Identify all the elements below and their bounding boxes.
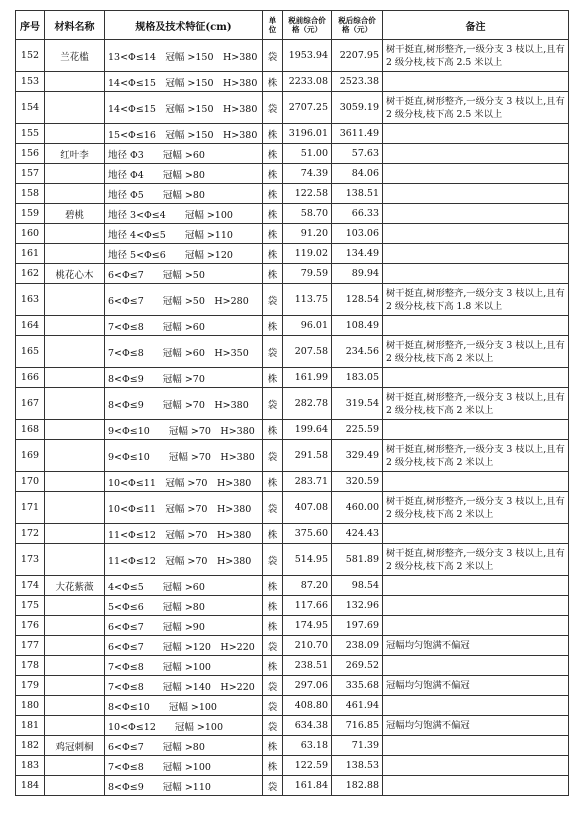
cell-pre-tax-price: 375.60 (283, 524, 332, 544)
cell-unit: 株 (263, 368, 283, 388)
cell-remark (383, 576, 569, 596)
cell-post-tax-price: 138.51 (332, 184, 383, 204)
cell-material-name (45, 388, 105, 420)
cell-pre-tax-price: 87.20 (283, 576, 332, 596)
cell-remark (383, 164, 569, 184)
cell-remark (383, 656, 569, 676)
cell-spec: 8<Φ≤9 冠幅 >110 (105, 776, 263, 796)
cell-spec: 13<Φ≤14 冠幅 >150 H>380 (105, 40, 263, 72)
cell-post-tax-price: 66.33 (332, 204, 383, 224)
cell-pre-tax-price: 199.64 (283, 420, 332, 440)
cell-post-tax-price: 581.89 (332, 544, 383, 576)
cell-spec: 9<Φ≤10 冠幅 >70 H>380 (105, 420, 263, 440)
cell-unit: 袋 (263, 388, 283, 420)
cell-remark: 树干挺直,树形整齐,一级分支 3 枝以上,且有 2 级分枝,枝下高 1.8 米以上 (383, 284, 569, 316)
cell-post-tax-price: 84.06 (332, 164, 383, 184)
cell-post-tax-price: 182.88 (332, 776, 383, 796)
cell-spec: 14<Φ≤15 冠幅 >150 H>380 (105, 92, 263, 124)
cell-remark: 冠幅均匀饱满不偏冠 (383, 636, 569, 656)
cell-post-tax-price: 716.85 (332, 716, 383, 736)
cell-remark (383, 524, 569, 544)
header-spec: 规格及技术特征(cm) (105, 11, 263, 40)
cell-pre-tax-price: 51.00 (283, 144, 332, 164)
cell-spec: 6<Φ≤7 冠幅 >80 (105, 736, 263, 756)
cell-post-tax-price: 57.63 (332, 144, 383, 164)
cell-spec: 7<Φ≤8 冠幅 >60 H>350 (105, 336, 263, 368)
table-row (16, 776, 569, 796)
table-row (16, 756, 569, 776)
cell-material-name (45, 596, 105, 616)
cell-unit: 袋 (263, 676, 283, 696)
cell-pre-tax-price: 79.59 (283, 264, 332, 284)
cell-post-tax-price: 3059.19 (332, 92, 383, 124)
cell-post-tax-price: 225.59 (332, 420, 383, 440)
table-body (16, 40, 569, 796)
cell-remark (383, 596, 569, 616)
cell-spec: 6<Φ≤7 冠幅 >120 H>220 (105, 636, 263, 656)
cell-remark (383, 144, 569, 164)
cell-spec: 15<Φ≤16 冠幅 >150 H>380 (105, 124, 263, 144)
cell-spec: 8<Φ≤10 冠幅 >100 (105, 696, 263, 716)
cell-material-name: 兰花槛 (45, 40, 105, 72)
header-pre-tax: 税前综合价格（元） (283, 11, 332, 40)
cell-remark: 冠幅均匀饱满不偏冠 (383, 716, 569, 736)
cell-unit: 株 (263, 124, 283, 144)
cell-post-tax-price: 132.96 (332, 596, 383, 616)
cell-pre-tax-price: 297.06 (283, 676, 332, 696)
cell-remark (383, 368, 569, 388)
cell-material-name (45, 336, 105, 368)
cell-post-tax-price: 183.05 (332, 368, 383, 388)
cell-pre-tax-price: 282.78 (283, 388, 332, 420)
table-row (16, 224, 569, 244)
cell-remark: 树干挺直,树形整齐,一级分支 3 枝以上,且有 2 级分枝,枝下高 2 米以上 (383, 544, 569, 576)
cell-pre-tax-price: 407.08 (283, 492, 332, 524)
cell-material-name (45, 492, 105, 524)
cell-material-name (45, 164, 105, 184)
cell-no: 182 (16, 736, 45, 756)
cell-no: 163 (16, 284, 45, 316)
cell-material-name (45, 420, 105, 440)
table-row (16, 492, 569, 524)
cell-pre-tax-price: 238.51 (283, 656, 332, 676)
cell-material-name (45, 224, 105, 244)
table-row (16, 656, 569, 676)
cell-remark (383, 264, 569, 284)
cell-unit: 株 (263, 616, 283, 636)
cell-remark: 树干挺直,树形整齐,一级分支 3 枝以上,且有 2 级分枝,枝下高 2 米以上 (383, 440, 569, 472)
cell-pre-tax-price: 210.70 (283, 636, 332, 656)
cell-unit: 株 (263, 596, 283, 616)
cell-material-name (45, 696, 105, 716)
cell-remark (383, 472, 569, 492)
cell-no: 177 (16, 636, 45, 656)
cell-no: 173 (16, 544, 45, 576)
cell-spec: 地径 4<Φ≤5 冠幅 >110 (105, 224, 263, 244)
table-row (16, 204, 569, 224)
cell-material-name (45, 316, 105, 336)
cell-unit: 袋 (263, 492, 283, 524)
table-row (16, 388, 569, 420)
cell-material-name (45, 544, 105, 576)
cell-material-name (45, 524, 105, 544)
cell-post-tax-price: 335.68 (332, 676, 383, 696)
cell-no: 152 (16, 40, 45, 72)
cell-pre-tax-price: 161.84 (283, 776, 332, 796)
cell-remark: 树干挺直,树形整齐,一级分支 3 枝以上,且有 2 级分枝,枝下高 2 米以上 (383, 336, 569, 368)
cell-unit: 株 (263, 472, 283, 492)
cell-material-name: 鸡冠刺桐 (45, 736, 105, 756)
cell-remark (383, 184, 569, 204)
table-row (16, 440, 569, 472)
table-row (16, 716, 569, 736)
cell-material-name (45, 244, 105, 264)
cell-material-name (45, 776, 105, 796)
table-row (16, 736, 569, 756)
cell-spec: 6<Φ≤7 冠幅 >90 (105, 616, 263, 636)
cell-no: 169 (16, 440, 45, 472)
cell-post-tax-price: 320.59 (332, 472, 383, 492)
header-unit: 单位 (263, 11, 283, 40)
cell-spec: 7<Φ≤8 冠幅 >100 (105, 656, 263, 676)
table-row (16, 596, 569, 616)
cell-material-name (45, 440, 105, 472)
cell-post-tax-price: 2207.95 (332, 40, 383, 72)
cell-pre-tax-price: 2233.08 (283, 72, 332, 92)
cell-material-name: 红叶李 (45, 144, 105, 164)
header-name: 材料名称 (45, 11, 105, 40)
table-row (16, 472, 569, 492)
table-row (16, 40, 569, 72)
table-row (16, 368, 569, 388)
cell-pre-tax-price: 408.80 (283, 696, 332, 716)
cell-no: 175 (16, 596, 45, 616)
cell-unit: 株 (263, 420, 283, 440)
cell-no: 183 (16, 756, 45, 776)
cell-remark: 冠幅均匀饱满不偏冠 (383, 676, 569, 696)
cell-spec: 8<Φ≤9 冠幅 >70 (105, 368, 263, 388)
cell-material-name (45, 716, 105, 736)
cell-material-name (45, 72, 105, 92)
cell-pre-tax-price: 1953.94 (283, 40, 332, 72)
header-no: 序号 (16, 11, 45, 40)
cell-remark (383, 224, 569, 244)
cell-material-name (45, 756, 105, 776)
cell-spec: 地径 Φ5 冠幅 >80 (105, 184, 263, 204)
cell-no: 160 (16, 224, 45, 244)
cell-post-tax-price: 461.94 (332, 696, 383, 716)
cell-post-tax-price: 329.49 (332, 440, 383, 472)
table-row (16, 284, 569, 316)
cell-post-tax-price: 103.06 (332, 224, 383, 244)
cell-pre-tax-price: 2707.25 (283, 92, 332, 124)
table-row (16, 676, 569, 696)
cell-remark: 树干挺直,树形整齐,一级分支 3 枝以上,且有 2 级分枝,枝下高 2.5 米以上 (383, 92, 569, 124)
cell-post-tax-price: 134.49 (332, 244, 383, 264)
cell-unit: 袋 (263, 440, 283, 472)
cell-material-name (45, 284, 105, 316)
cell-material-name (45, 636, 105, 656)
cell-no: 181 (16, 716, 45, 736)
table-row (16, 420, 569, 440)
cell-unit: 株 (263, 224, 283, 244)
cell-unit: 袋 (263, 284, 283, 316)
cell-pre-tax-price: 174.95 (283, 616, 332, 636)
table-row (16, 524, 569, 544)
cell-spec: 地径 Φ4 冠幅 >80 (105, 164, 263, 184)
table-row (16, 144, 569, 164)
cell-no: 158 (16, 184, 45, 204)
cell-material-name (45, 124, 105, 144)
cell-spec: 9<Φ≤10 冠幅 >70 H>380 (105, 440, 263, 472)
cell-spec: 11<Φ≤12 冠幅 >70 H>380 (105, 544, 263, 576)
cell-no: 153 (16, 72, 45, 92)
cell-pre-tax-price: 58.70 (283, 204, 332, 224)
cell-spec: 地径 Φ3 冠幅 >60 (105, 144, 263, 164)
cell-unit: 袋 (263, 544, 283, 576)
cell-material-name (45, 656, 105, 676)
cell-unit: 株 (263, 144, 283, 164)
table-row (16, 184, 569, 204)
cell-pre-tax-price: 3196.01 (283, 124, 332, 144)
cell-post-tax-price: 108.49 (332, 316, 383, 336)
cell-spec: 4<Φ≤5 冠幅 >60 (105, 576, 263, 596)
cell-material-name: 大花紫薇 (45, 576, 105, 596)
cell-spec: 10<Φ≤12 冠幅 >100 (105, 716, 263, 736)
cell-material-name (45, 184, 105, 204)
cell-remark (383, 776, 569, 796)
cell-remark (383, 316, 569, 336)
cell-spec: 7<Φ≤8 冠幅 >140 H>220 (105, 676, 263, 696)
cell-unit: 株 (263, 656, 283, 676)
cell-spec: 14<Φ≤15 冠幅 >150 H>380 (105, 72, 263, 92)
cell-unit: 株 (263, 184, 283, 204)
table-row (16, 244, 569, 264)
cell-post-tax-price: 3611.49 (332, 124, 383, 144)
cell-unit: 袋 (263, 636, 283, 656)
cell-pre-tax-price: 514.95 (283, 544, 332, 576)
cell-unit: 株 (263, 204, 283, 224)
table-row (16, 576, 569, 596)
cell-spec: 5<Φ≤6 冠幅 >80 (105, 596, 263, 616)
cell-spec: 7<Φ≤8 冠幅 >100 (105, 756, 263, 776)
cell-no: 165 (16, 336, 45, 368)
cell-material-name (45, 676, 105, 696)
header-row (16, 11, 569, 40)
cell-no: 157 (16, 164, 45, 184)
cell-pre-tax-price: 113.75 (283, 284, 332, 316)
cell-pre-tax-price: 207.58 (283, 336, 332, 368)
cell-material-name (45, 616, 105, 636)
table-row (16, 264, 569, 284)
cell-spec: 10<Φ≤11 冠幅 >70 H>380 (105, 472, 263, 492)
cell-no: 162 (16, 264, 45, 284)
cell-no: 179 (16, 676, 45, 696)
table-row (16, 316, 569, 336)
cell-no: 176 (16, 616, 45, 636)
table-row (16, 92, 569, 124)
cell-pre-tax-price: 63.18 (283, 736, 332, 756)
cell-unit: 袋 (263, 696, 283, 716)
cell-post-tax-price: 89.94 (332, 264, 383, 284)
cell-no: 156 (16, 144, 45, 164)
cell-pre-tax-price: 634.38 (283, 716, 332, 736)
cell-no: 180 (16, 696, 45, 716)
cell-pre-tax-price: 74.39 (283, 164, 332, 184)
cell-post-tax-price: 269.52 (332, 656, 383, 676)
cell-unit: 株 (263, 736, 283, 756)
cell-post-tax-price: 71.39 (332, 736, 383, 756)
cell-pre-tax-price: 119.02 (283, 244, 332, 264)
cell-spec: 10<Φ≤11 冠幅 >70 H>380 (105, 492, 263, 524)
cell-unit: 株 (263, 244, 283, 264)
table-row (16, 336, 569, 368)
cell-unit: 袋 (263, 92, 283, 124)
cell-unit: 株 (263, 756, 283, 776)
table-row (16, 616, 569, 636)
cell-remark (383, 244, 569, 264)
cell-spec: 7<Φ≤8 冠幅 >60 (105, 316, 263, 336)
cell-post-tax-price: 238.09 (332, 636, 383, 656)
cell-post-tax-price: 197.69 (332, 616, 383, 636)
cell-post-tax-price: 128.54 (332, 284, 383, 316)
cell-spec: 8<Φ≤9 冠幅 >70 H>380 (105, 388, 263, 420)
cell-spec: 11<Φ≤12 冠幅 >70 H>380 (105, 524, 263, 544)
cell-material-name: 桃花心木 (45, 264, 105, 284)
cell-no: 184 (16, 776, 45, 796)
table-row (16, 72, 569, 92)
cell-post-tax-price: 319.54 (332, 388, 383, 420)
cell-no: 168 (16, 420, 45, 440)
cell-unit: 株 (263, 164, 283, 184)
cell-material-name (45, 368, 105, 388)
cell-pre-tax-price: 122.58 (283, 184, 332, 204)
cell-remark (383, 204, 569, 224)
cell-unit: 株 (263, 316, 283, 336)
cell-pre-tax-price: 117.66 (283, 596, 332, 616)
price-table (15, 10, 569, 796)
cell-material-name (45, 472, 105, 492)
cell-unit: 株 (263, 524, 283, 544)
cell-no: 166 (16, 368, 45, 388)
cell-spec: 6<Φ≤7 冠幅 >50 (105, 264, 263, 284)
cell-remark: 树干挺直,树形整齐,一级分支 3 枝以上,且有 2 级分枝,枝下高 2 米以上 (383, 492, 569, 524)
cell-spec: 地径 5<Φ≤6 冠幅 >120 (105, 244, 263, 264)
cell-unit: 株 (263, 576, 283, 596)
cell-remark (383, 616, 569, 636)
cell-no: 164 (16, 316, 45, 336)
table-row (16, 696, 569, 716)
cell-pre-tax-price: 122.59 (283, 756, 332, 776)
cell-spec: 6<Φ≤7 冠幅 >50 H>280 (105, 284, 263, 316)
cell-post-tax-price: 460.00 (332, 492, 383, 524)
cell-unit: 袋 (263, 776, 283, 796)
cell-unit: 袋 (263, 716, 283, 736)
cell-no: 155 (16, 124, 45, 144)
cell-remark (383, 756, 569, 776)
cell-no: 167 (16, 388, 45, 420)
cell-post-tax-price: 98.54 (332, 576, 383, 596)
cell-no: 170 (16, 472, 45, 492)
cell-post-tax-price: 234.56 (332, 336, 383, 368)
cell-material-name (45, 92, 105, 124)
cell-pre-tax-price: 291.58 (283, 440, 332, 472)
cell-pre-tax-price: 283.71 (283, 472, 332, 492)
cell-pre-tax-price: 96.01 (283, 316, 332, 336)
header-remark: 备注 (383, 11, 569, 40)
cell-unit: 袋 (263, 336, 283, 368)
table-row (16, 124, 569, 144)
cell-post-tax-price: 138.53 (332, 756, 383, 776)
cell-post-tax-price: 2523.38 (332, 72, 383, 92)
cell-no: 154 (16, 92, 45, 124)
cell-remark (383, 420, 569, 440)
cell-material-name: 碧桃 (45, 204, 105, 224)
cell-remark (383, 124, 569, 144)
header-post-tax: 税后综合价格（元） (332, 11, 383, 40)
cell-no: 174 (16, 576, 45, 596)
table-row (16, 636, 569, 656)
cell-no: 171 (16, 492, 45, 524)
cell-pre-tax-price: 91.20 (283, 224, 332, 244)
cell-pre-tax-price: 161.99 (283, 368, 332, 388)
cell-post-tax-price: 424.43 (332, 524, 383, 544)
cell-unit: 株 (263, 264, 283, 284)
cell-no: 161 (16, 244, 45, 264)
cell-no: 172 (16, 524, 45, 544)
cell-remark (383, 696, 569, 716)
table-row (16, 164, 569, 184)
cell-remark: 树干挺直,树形整齐,一级分支 3 枝以上,且有 2 级分枝,枝下高 2 米以上 (383, 388, 569, 420)
cell-no: 178 (16, 656, 45, 676)
cell-remark (383, 72, 569, 92)
cell-unit: 袋 (263, 40, 283, 72)
cell-remark (383, 736, 569, 756)
cell-unit: 株 (263, 72, 283, 92)
cell-remark: 树干挺直,树形整齐,一级分支 3 枝以上,且有 2 级分枝,枝下高 2.5 米以上 (383, 40, 569, 72)
cell-spec: 地径 3<Φ≤4 冠幅 >100 (105, 204, 263, 224)
table-row (16, 544, 569, 576)
cell-no: 159 (16, 204, 45, 224)
